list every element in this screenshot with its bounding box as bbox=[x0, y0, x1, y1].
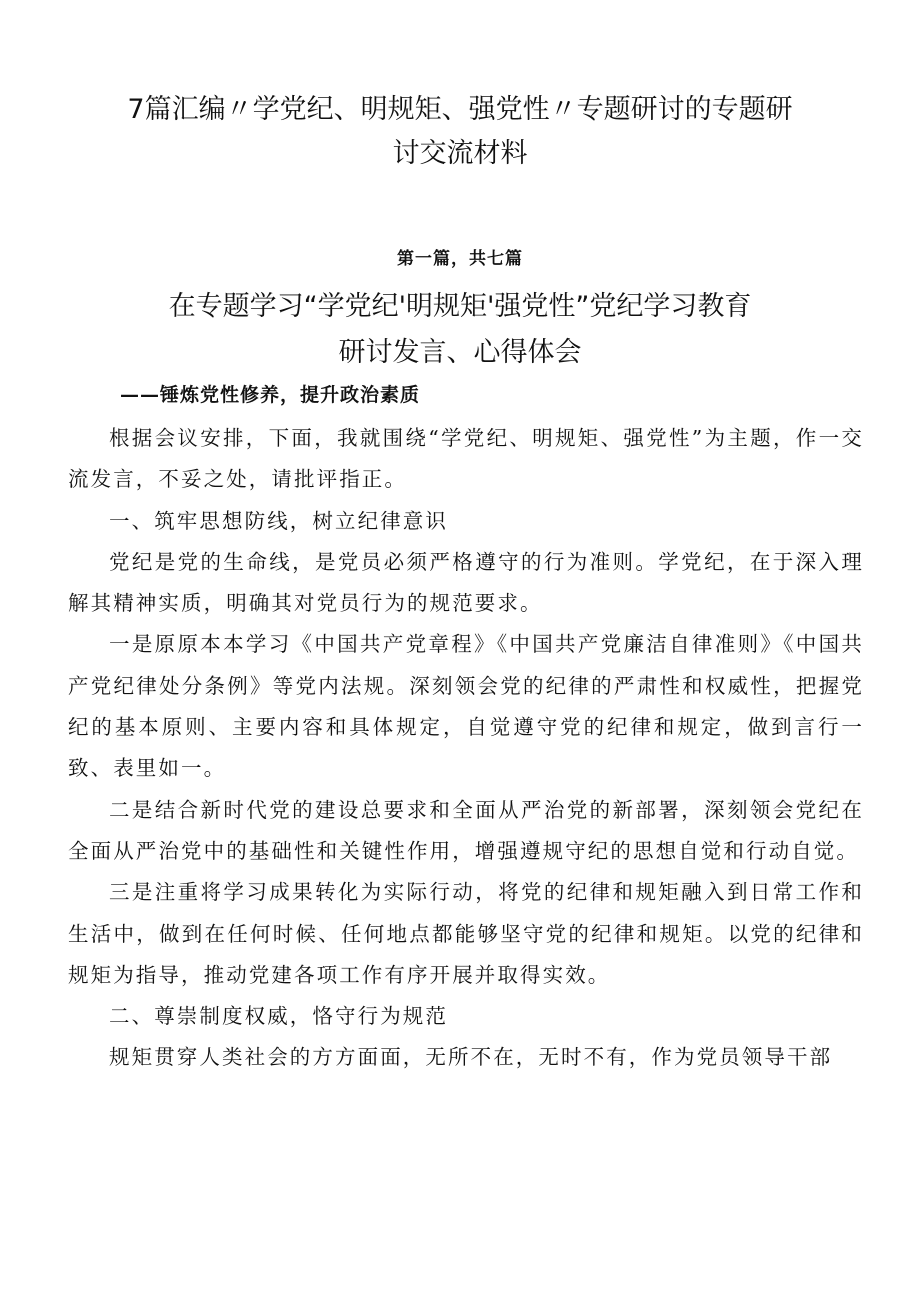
paragraph: 一是原原本本学习《中国共产党章程》《中国共产党廉洁自律准则》《中国共产党纪律处分条例》等党内法规。深刻领会党的纪律的严肃性和权威性，把握党纪的基本原则、主要内容和具体规定，自觉遵守党的纪律和规定，做到言行一致、表里如一。 bbox=[68, 632, 864, 781]
part-label: 第一篇，共七篇 bbox=[397, 249, 523, 269]
paragraph-intro: 根据会议安排，下面，我就围绕“学党纪、明规矩、强党性”为主题，作一交流发言，不妥之处，请批评指正。 bbox=[68, 426, 864, 492]
article-title bbox=[80, 284, 840, 376]
paragraph: 规矩贯穿人类社会的方方面面，无所不在，无时不有，作为党员领导干部 bbox=[109, 1045, 833, 1070]
article-body bbox=[68, 418, 864, 1079]
article-subtitle: ——锤炼党性修养，提升政治素质 bbox=[120, 384, 421, 406]
article-title-line-1: 在专题学习“学党纪'明规矩'强党性”党纪学习教育 bbox=[168, 291, 752, 322]
article-title-line-2: 研讨发言、心得体会 bbox=[338, 337, 582, 368]
document-title bbox=[60, 88, 860, 176]
paragraph: 三是注重将学习成果转化为实际行动，将党的纪律和规矩融入到日常工作和生活中，做到在任何时候、任何地点都能够坚守党的纪律和规矩。以党的纪律和规矩为指导，推动党建各项工作有序开展并取得实效。 bbox=[68, 880, 864, 987]
document-title-line-2: 讨交流材料 bbox=[392, 138, 528, 169]
paragraph: 党纪是党的生命线，是党员必须严格遵守的行为准则。学党纪，在于深入理解其精神实质，明确其对党员行为的规范要求。 bbox=[68, 549, 864, 616]
document-title-line-1: 7篇汇编〃学党纪、明规矩、强党性〃专题研讨的专题研 bbox=[127, 94, 793, 125]
paragraph: 二是结合新时代党的建设总要求和全面从严治党的新部署，深刻领会党纪在全面从严治党中的基础性和关键性作用，增强遵规守纪的思想自觉和行动自觉。 bbox=[68, 797, 864, 863]
section-heading-1: 一、筑牢思想防线，树立纪律意识 bbox=[109, 508, 448, 533]
section-heading-2: 二、尊崇制度权威，恪守行为规范 bbox=[109, 1004, 448, 1029]
